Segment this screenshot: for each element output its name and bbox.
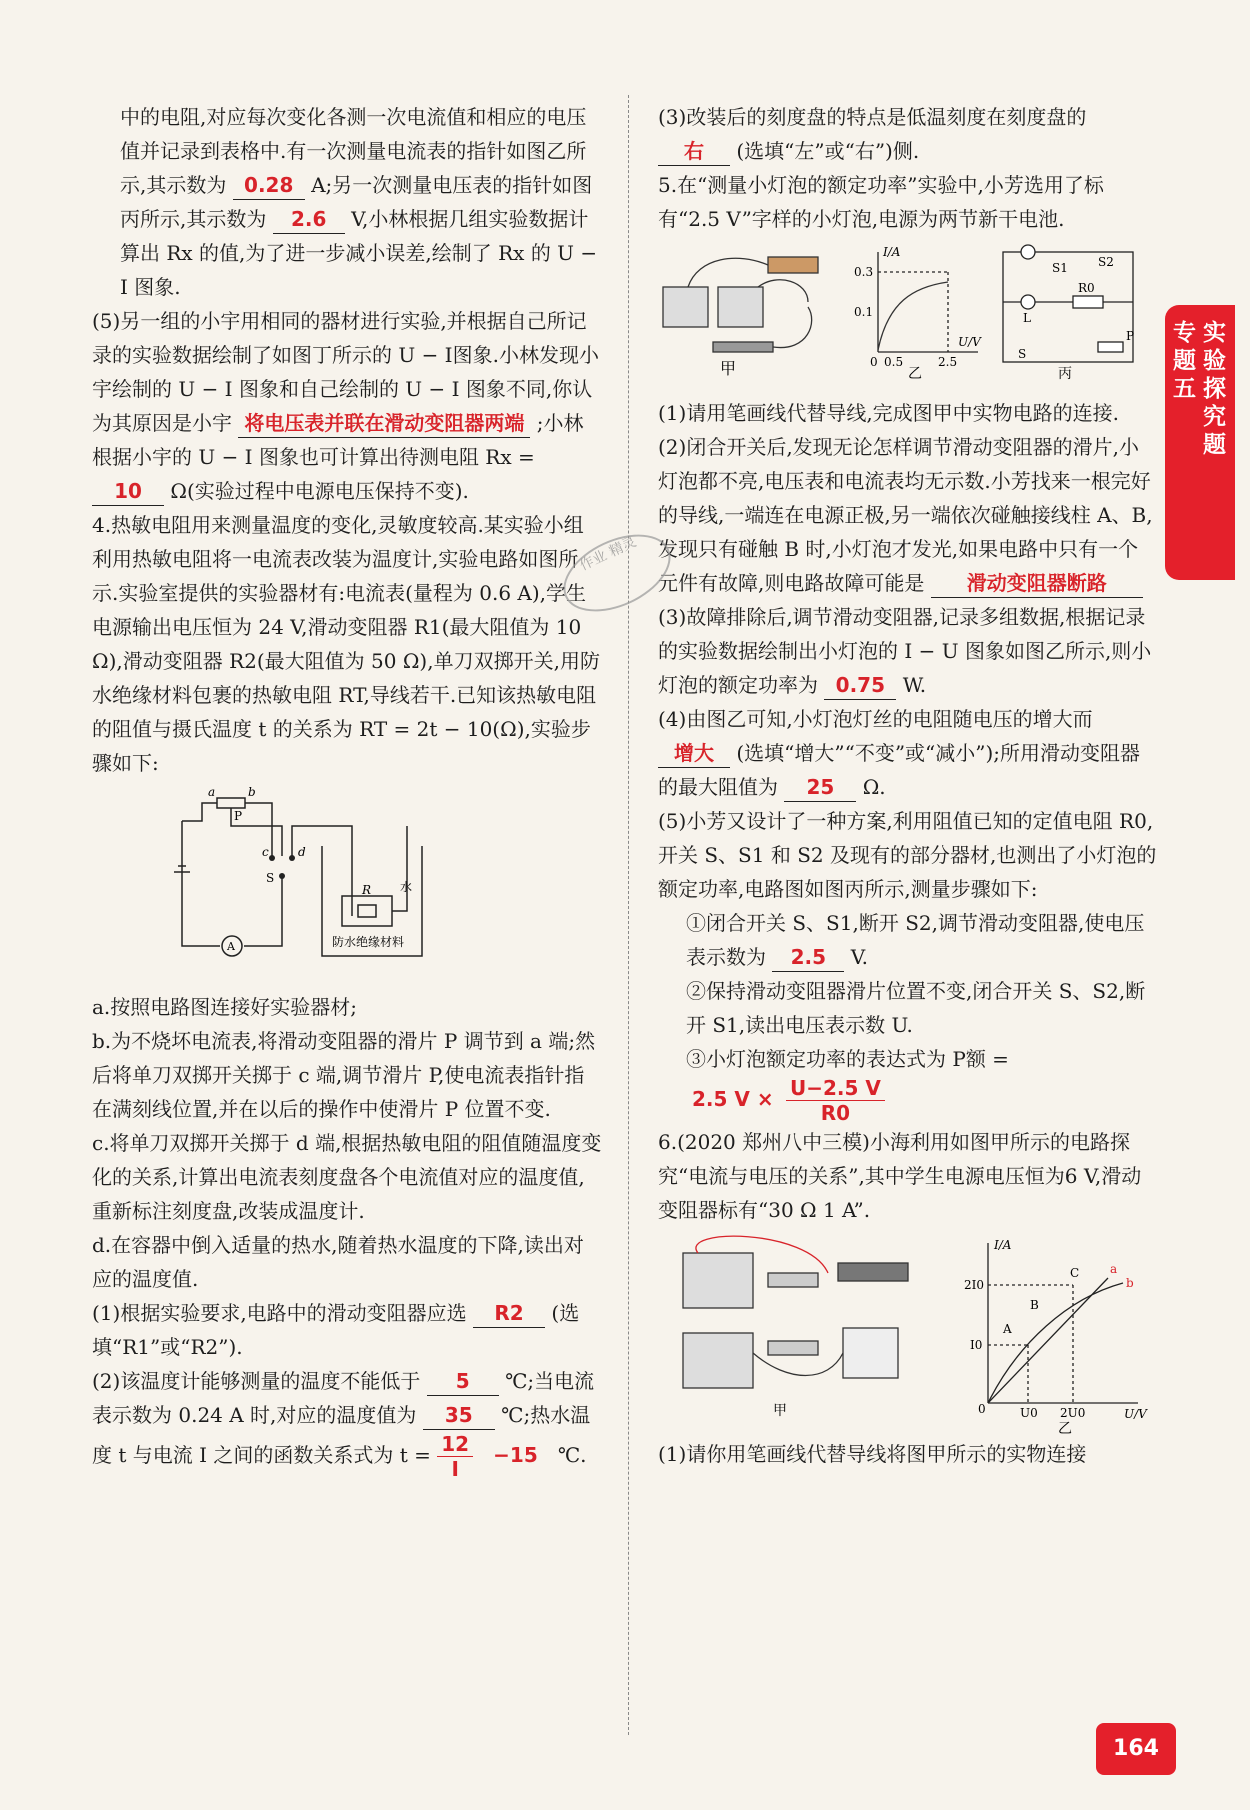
text: (3)故障排除后,调节滑动变阻器,记录多组数据,根据记录的实验数据绘制出小灯泡的 I − U 图象如图乙所示,则小灯泡的额定功率为	[658, 605, 1152, 697]
label-insulation: 防水绝缘材料	[332, 935, 405, 949]
label-s: S	[1018, 347, 1027, 361]
answer-function-tail: −15	[493, 1443, 538, 1467]
question-6: 6.(2020 郑州八中三模)小海利用如图甲所示的电路探究“电流与电压的关系”,其中学生电源电压恒为6 V,滑动变阻器标有“30 Ω 1 A”.	[658, 1130, 1142, 1222]
label-c: c	[262, 845, 269, 859]
q6-line-b: b	[1126, 1276, 1134, 1290]
label-b: b	[248, 785, 256, 799]
step-1	[658, 906, 1158, 974]
question-6-1: (1)请你用笔画线代替导线将图甲所示的实物连接	[658, 1442, 1087, 1466]
question-5-3	[658, 600, 1158, 702]
q6-tick-u0: U0	[1020, 1406, 1038, 1420]
text: (选填“左”或“右”)侧.	[736, 139, 920, 163]
answer-voltage-25: 2.5	[772, 943, 844, 972]
caption-jia: 甲	[720, 359, 737, 378]
label-a: a	[208, 785, 216, 799]
chapter-side-tab	[1165, 305, 1235, 580]
question-5-5: (5)小芳又设计了一种方案,利用阻值已知的定值电阻 R0,开关 S、S1 和 S2 及现有的部分器材,也测出了小灯泡的额定功率,电路图如图丙所示,测量步骤如下:	[658, 809, 1157, 901]
text: (1)根据实验要求,电路中的滑动变阻器应选	[92, 1301, 467, 1325]
tick-25: 2.5	[938, 355, 958, 369]
caption-yi: 乙	[908, 366, 922, 382]
q6-figure-svg	[658, 1233, 1148, 1437]
answer-side: 右	[658, 137, 730, 166]
text: 中的电阻,对应每次变化各测一次电流值和相应的电压值并记录到表格中.有一次测量电流表的指针如图乙所示,其示数为	[120, 105, 587, 197]
text: V,小林根据几组实验数据计算出 Rx 的值,为了进一步减小误差,绘制了 Rx 的 U − I 图象.	[120, 207, 598, 299]
answer-function	[437, 1432, 473, 1481]
question-4-1	[92, 1296, 602, 1364]
side-tab-topic: 专题五	[1173, 320, 1196, 402]
lamp-figures	[658, 242, 1158, 392]
q6-tick-0: 0	[978, 1402, 986, 1416]
answer-increase: 增大	[658, 739, 730, 768]
text: (5)另一组的小宇用相同的器材进行实验,并根据自己所记录的实验数据绘制了如图丁所示的 U − I图象.小林发现小宇绘制的 U − I 图象和自己绘制的 U − I 图象不同,你认为其原因是小宇	[92, 309, 599, 435]
caption-q6-yi: 乙	[1058, 1421, 1072, 1437]
expression-prefix: 2.5 V ×	[692, 1087, 774, 1111]
text: (3)改装后的刻度盘的特点是低温刻度在刻度盘的	[658, 105, 1087, 129]
text: Ω(实验过程中电源电压保持不变).	[170, 479, 469, 503]
text: ;小林根据小宇的 U − I 图象也可计算出待测电阻 Rx =	[92, 411, 584, 469]
text: (选填“R1”或“R2”).	[92, 1301, 580, 1359]
step-c: c.将单刀双掷开关掷于 d 端,根据热敏电阻的阻值随温度变化的关系,计算出电流表刻度盘各个电流值对应的温度值,重新标注刻度盘,改装成温度计.	[92, 1131, 602, 1223]
label-l: L	[1023, 311, 1031, 325]
label-d: d	[298, 845, 306, 859]
text: ℃.	[557, 1443, 587, 1467]
step-3	[658, 1042, 1158, 1125]
question-4-5	[92, 304, 602, 508]
question-5-2	[658, 430, 1158, 600]
question-5-1: (1)请用笔画线代替导线,完成图甲中实物电路的连接.	[658, 401, 1120, 425]
q6-point-a: A	[1003, 1322, 1012, 1336]
label-water: 水	[400, 880, 413, 894]
answer-fault: 滑动变阻器断路	[931, 569, 1143, 598]
answer-power: 0.75	[824, 671, 896, 700]
text: (2)该温度计能够测量的温度不能低于	[92, 1369, 421, 1393]
label-s2: S2	[1098, 255, 1114, 269]
column-divider	[628, 95, 629, 1735]
answer-reason: 将电压表并联在滑动变阻器两端	[238, 409, 530, 438]
label-s1: S1	[1052, 261, 1068, 275]
axis-u: U/V	[958, 335, 981, 349]
circuit-diagram	[172, 786, 472, 976]
side-tab-title: 实验探究题	[1203, 320, 1226, 458]
question-5-4	[658, 702, 1158, 804]
text: (选填“增大”“不变”或“减小”);所用滑动变阻器的最大阻值为	[658, 741, 1141, 799]
text: ℃;热水温度 t 与电流 I 之间的函数关系式为 t =	[92, 1403, 591, 1467]
tick-01: 0.1	[854, 305, 874, 319]
step-b: b.为不烧坏电流表,将滑动变阻器的滑片 P 调节到 a 端;然后将单刀双掷开关掷于 c 端,调节滑片 P,使电流表指针指在满刻线位置,并在以后的操作中使滑片 P 位置不变.	[92, 1029, 596, 1121]
answer-max-resistance: 25	[784, 773, 856, 802]
left-column	[92, 100, 602, 1481]
q6-tick-i0: I0	[970, 1338, 983, 1352]
watermark-stamp: 作业 精灵	[551, 519, 682, 627]
text: W.	[902, 673, 927, 697]
step-a: a.按照电路图连接好实验器材;	[92, 995, 358, 1019]
tick-0: 0	[870, 355, 878, 369]
expression-fraction	[786, 1076, 885, 1125]
q6-line-a: a	[1110, 1262, 1118, 1276]
q6-axis-u: U/V	[1124, 1407, 1147, 1421]
text: (2)闭合开关后,发现无论怎样调节滑动变阻器的滑片,小灯泡都不亮,电压表和电流表均无示数.小芳找来一根完好的导线,一端连在电源正极,另一端依次碰触接线柱 A、B,发现只有碰触 B 时,小灯泡才发光,如果电路中只有一个元件有故障,则电路故障可能是	[658, 435, 1153, 595]
text: ①闭合开关 S、S1,断开 S2,调节滑动变阻器,使电压表示数为	[686, 911, 1145, 969]
question-4: 4.热敏电阻用来测量温度的变化,灵敏度较高.某实验小组利用热敏电阻将一电流表改装为温度计,实验电路如图所示.实验室提供的实验器材有:电流表(量程为 0.6 A),学生电源输出电压恒为 24 V,滑动变阻器 R1(最大阻值为 10 Ω),滑动变阻器 R2(最大阻值为 50 Ω),单刀双掷开关,用防水绝缘材料包裹的热敏电阻 RT,导线若干.已知该热敏电阻的阻值与摄氏温度 t 的关系为 RT = 2t − 10(Ω),实验步骤如下:	[92, 513, 600, 775]
answer-current: 0.28	[233, 171, 305, 200]
text: V.	[850, 945, 869, 969]
answer-rx: 10	[92, 477, 164, 506]
question-4-2	[92, 1364, 602, 1481]
ammeter-label: A	[227, 940, 235, 953]
answer-temp: 35	[423, 1401, 495, 1430]
tick-03: 0.3	[854, 265, 874, 279]
label-r: R	[362, 883, 372, 897]
q6-point-c: C	[1070, 1266, 1080, 1280]
q6-axis-i: I/A	[994, 1238, 1012, 1252]
step-2: ②保持滑动变阻器滑片位置不变,闭合开关 S、S2,断开 S1,读出电压表示数 U.	[686, 979, 1146, 1037]
q6-tick-2u0: 2U0	[1060, 1406, 1086, 1420]
question-5: 5.在“测量小灯泡的额定功率”实验中,小芳选用了标有“2.5 V”字样的小灯泡,电源为两节新干电池.	[658, 173, 1104, 231]
expression-numerator: U−2.5 V	[786, 1076, 885, 1101]
text: (4)由图乙可知,小灯泡灯丝的电阻随电压的增大而	[658, 707, 1093, 731]
thermistor-circuit-figure	[92, 786, 602, 986]
step-d: d.在容器中倒入适量的热水,随着热水温度的下降,读出对应的温度值.	[92, 1233, 584, 1291]
caption-q6-jia: 甲	[773, 1403, 787, 1419]
question-4-3	[658, 100, 1158, 168]
caption-bing: 丙	[1058, 366, 1072, 382]
fraction-numerator: 12	[437, 1432, 473, 1457]
q6-point-b: B	[1030, 1298, 1039, 1312]
answer-voltage: 2.6	[273, 205, 345, 234]
right-column	[658, 100, 1158, 1471]
text: ℃;当电流表示数为 0.24 A 时,对应的温度值为	[92, 1369, 595, 1427]
fraction-denominator: I	[451, 1457, 459, 1481]
lamp-figure-svg	[658, 242, 1148, 382]
answer-min-temp: 5	[427, 1367, 499, 1396]
label-r0: R0	[1078, 281, 1095, 295]
answer-r2: R2	[473, 1299, 545, 1328]
axis-i: I/A	[883, 245, 901, 259]
label-s: S	[266, 871, 275, 885]
label-p: P	[234, 809, 243, 823]
q6-tick-2i0: 2I0	[964, 1278, 985, 1292]
expression-denominator: R0	[820, 1101, 851, 1125]
text: ③小灯泡额定功率的表达式为 P额 =	[686, 1047, 1009, 1071]
tick-05: 0.5	[884, 355, 904, 369]
text: A;另一次测量电压表的指针如图丙所示,其示数为	[120, 173, 593, 231]
label-p: P	[1126, 329, 1135, 343]
page-number: 164	[1096, 1723, 1176, 1775]
text: Ω.	[862, 775, 886, 799]
paragraph-measurement	[92, 100, 602, 304]
question-6-figures	[658, 1233, 1158, 1437]
